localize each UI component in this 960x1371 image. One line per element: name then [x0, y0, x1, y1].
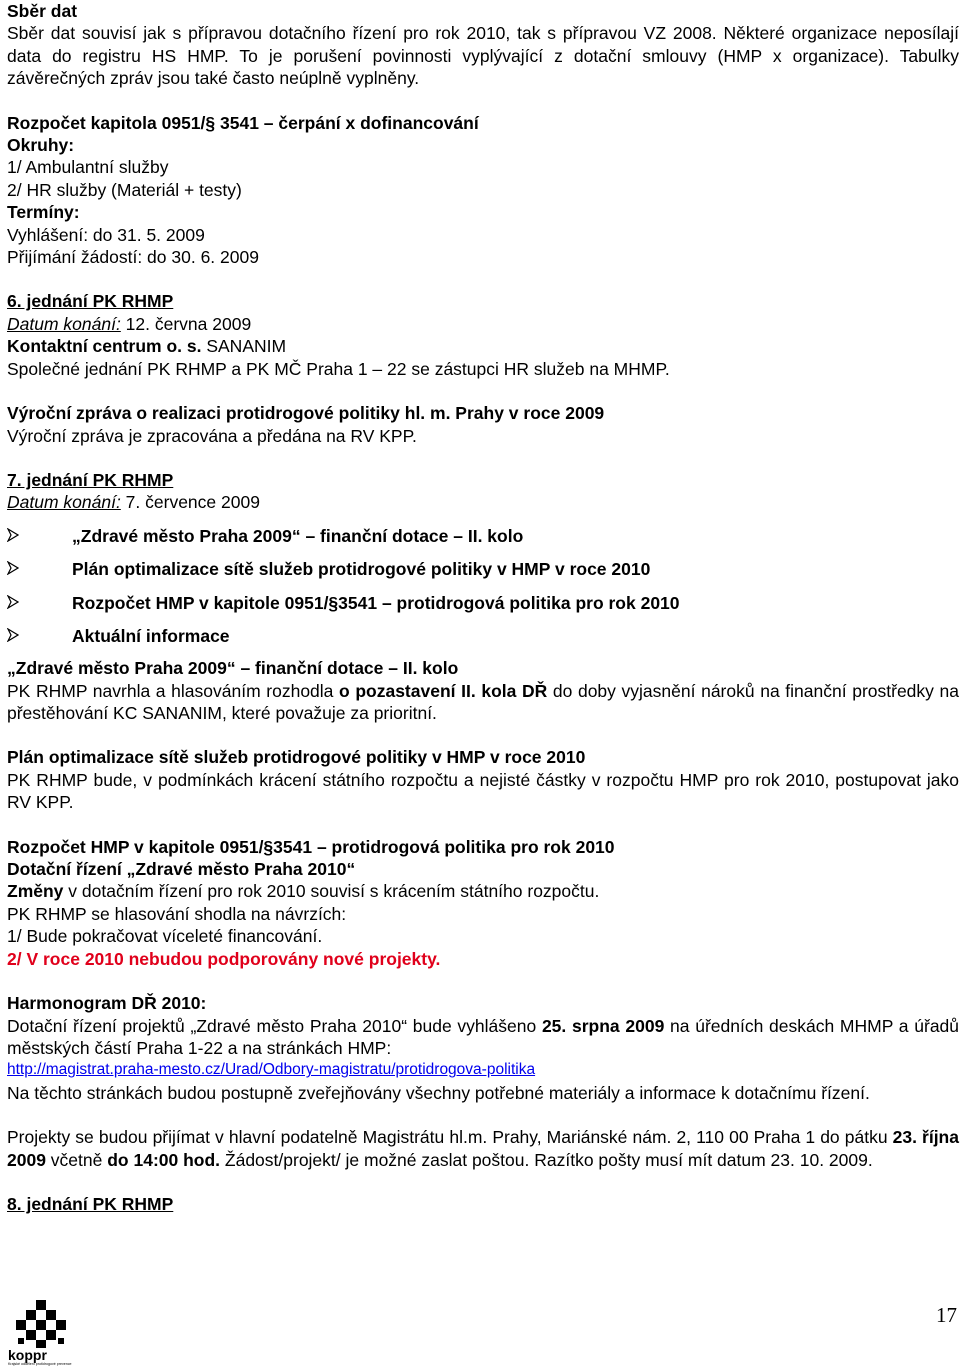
okruh-2: 2/ HR služby (Materiál + testy)	[7, 179, 242, 200]
okruhy-label: Okruhy:	[7, 135, 75, 156]
harmonogram-paragraph-3: Projekty se budou přijímat v hlavní podatelně Magistrátu hl.m. Prahy, Mariánské nám. 2, 110 00 Praha 1 do pátku 23. října 2009 včetně do 14:00 hod. Žádost/projekt/ je možné zaslat poštou. Razítko pošty musí mít datum 23. 10. 2009.	[7, 1127, 959, 1170]
plan-optimalizace-text: PK RHMP bude, v podmínkách krácení státního rozpočtu a nejisté částky v rozpočtu HMP pro rok 2010, postupovat jako RV KPP.	[7, 769, 959, 813]
spacer	[7, 1171, 959, 1193]
agenda-item: „Zdravé město Praha 2009“ – finanční dotace – II. kolo	[7, 525, 959, 559]
termin-vyhlaseni: Vyhlášení: do 31. 5. 2009	[7, 224, 205, 245]
section-title-zdrave-mesto-2009: „Zdravé město Praha 2009“ – finanční dotace – II. kolo	[7, 658, 459, 679]
hlasovani-text: PK RHMP se hlasování shodla na návrzích:	[7, 903, 347, 924]
spacer	[7, 1104, 959, 1126]
agenda-item: Plán optimalizace sítě služeb protidrogové politiky v HMP v roce 2010	[7, 558, 959, 592]
datum-konani-6: Datum konání: 12. června 2009	[7, 313, 252, 334]
spacer	[7, 268, 959, 290]
zmeny-text: Změny v dotačním řízení pro rok 2010 souvisí s krácením státního rozpočtu.	[7, 881, 600, 902]
termin-prijimani: Přijímání žádostí: do 30. 6. 2009	[7, 247, 259, 268]
section-title-sber-dat: Sběr dat	[7, 1, 78, 21]
kontaktni-centrum: Kontaktní centrum o. s. SANANIM	[7, 336, 287, 357]
section-title-rozpocet-hmp: Rozpočet HMP v kapitole 0951/§3541 – protidrogová politika pro rok 2010	[7, 836, 615, 857]
spacer	[7, 90, 959, 112]
spacer	[7, 514, 959, 525]
dotacni-rizeni-2010-title: Dotační řízení „Zdravé město Praha 2010“	[7, 859, 356, 880]
document-page	[7, 0, 959, 1215]
terminy-label: Termíny:	[7, 202, 80, 223]
logo-wordmark: koppr	[8, 1347, 47, 1363]
arrow-bullet-icon	[7, 561, 19, 575]
hmp-link-line	[7, 1059, 959, 1081]
zdrave-mesto-2009-text: PK RHMP navrhla a hlasováním rozhodla o pozastavení II. kola DŘ do doby vyjasnění nároků na finanční prostředky na přestěhování KC SANANIM, které považuje za prioritní.	[7, 680, 959, 724]
section-title-7-jednani: 7. jednání PK RHMP	[7, 469, 174, 490]
arrow-bullet-icon	[7, 528, 19, 542]
section-title-harmonogram: Harmonogram DŘ 2010:	[7, 993, 207, 1014]
harmonogram-paragraph-1: Dotační řízení projektů „Zdravé město Praha 2010“ bude vyhlášeno 25. srpna 2009 na úředních deskách MHMP a úřadů městských částí Praha 1-22 a na stránkách HMP:	[7, 1015, 960, 1058]
harmonogram-paragraph-2: Na těchto stránkách budou postupně zveřejňovány všechny potřebné materiály a informace k dotačnímu řízení.	[7, 1082, 870, 1103]
section-title-rozpocet: Rozpočet kapitola 0951/§ 3541 – čerpání x dofinancování	[7, 112, 479, 133]
koppr-logo-icon	[6, 1298, 102, 1366]
agenda-item: Aktuální informace	[7, 625, 959, 657]
section-title-6-jednani: 6. jednání PK RHMP	[7, 291, 174, 312]
spacer	[7, 970, 959, 992]
arrow-bullet-icon	[7, 628, 19, 642]
agenda-item: Rozpočet HMP v kapitole 0951/§3541 – protidrogová politika pro rok 2010	[7, 592, 959, 626]
spacer	[7, 814, 959, 836]
okruh-1: 1/ Ambulantní služby	[7, 157, 169, 178]
navrh-1: 1/ Bude pokračovat víceleté financování.	[7, 926, 323, 947]
hmp-link[interactable]: http://magistrat.praha-mesto.cz/Urad/Odbory-magistratu/protidrogova-politika	[7, 1061, 536, 1079]
section-title-plan-optimalizace: Plán optimalizace sítě služeb protidrogové politiky v HMP v roce 2010	[7, 747, 586, 768]
datum-konani-7: Datum konání: 7. července 2009	[7, 492, 260, 513]
section-title-vyrocni-zprava: Výroční zpráva o realizaci protidrogové politiky hl. m. Prahy v roce 2009	[7, 403, 605, 424]
koppr-logo	[6, 1298, 102, 1366]
sber-dat-paragraph: Sběr dat souvisí jak s přípravou dotačního řízení pro rok 2010, tak s přípravou VZ 2008. Některé organizace neposílají data do registru HS HMP. To je porušení povinnosti vyplývající z dotační smlouvy (HMP x organizace). Tabulky závěrečných zpráv jsou také často neúplně vyplněny.	[7, 23, 960, 89]
navrh-2: 2/ V roce 2010 nebudou podporovány nové projekty.	[7, 948, 441, 969]
spacer	[7, 380, 959, 402]
spacer	[7, 447, 959, 469]
logo-subtitle: Krajské oddělení protidrogové prevence	[8, 1362, 72, 1366]
spacer	[7, 724, 959, 746]
arrow-bullet-icon	[7, 595, 19, 609]
section-title-8-jednani: 8. jednání PK RHMP	[7, 1193, 174, 1214]
spolecne-jednani-text: Společné jednání PK RHMP a PK MČ Praha 1 – 22 se zástupci HR služeb na MHMP.	[7, 358, 670, 379]
page-number: 17	[936, 1303, 957, 1327]
vyrocni-zprava-text: Výroční zpráva je zpracována a předána na RV KPP.	[7, 425, 417, 446]
